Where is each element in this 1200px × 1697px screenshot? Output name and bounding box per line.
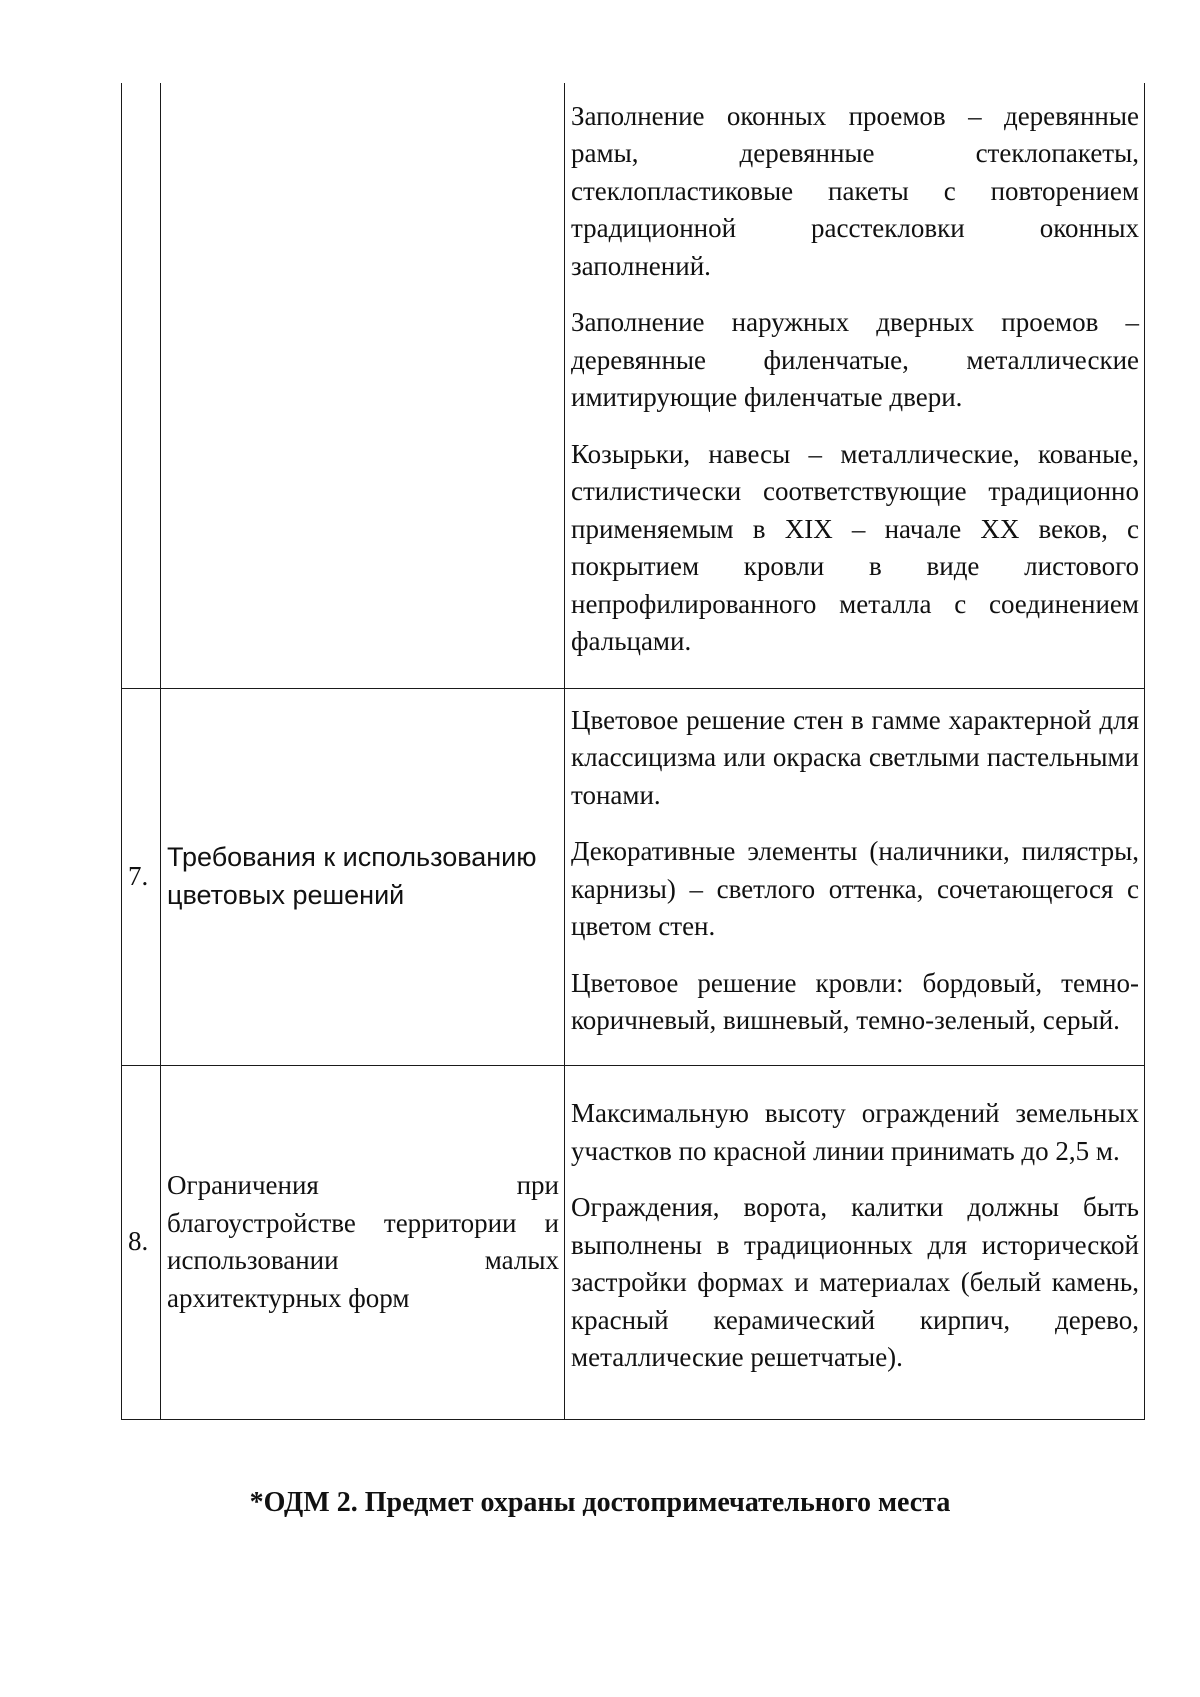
description-paragraph: Максимальную высоту ограждений земельных участков по красной линии принимать до 2,5 м. bbox=[571, 1098, 1139, 1166]
table-row bbox=[122, 688, 1145, 1065]
row-name-cell bbox=[161, 83, 565, 688]
description-paragraph: Цветовое решение кровли: бордовый, темно-коричневый, вишневый, темно-зеленый, серый. bbox=[571, 967, 1139, 1035]
row-name-cell: Требования к использованию цветовых решений bbox=[161, 688, 565, 1065]
description-paragraph: Козырьки, навесы – металлические, кованые, стилистически соответствующие традиционно применяемым в XIX – начале XX веков, с покрытием кровли в виде листового непрофилированного металла с соединением фальцами. bbox=[571, 438, 1139, 657]
row-number-cell bbox=[122, 83, 161, 688]
description-paragraph: Заполнение оконных проемов – деревянные рамы, деревянные стеклопакеты, стеклопластиковые пакеты с повторением традиционной расстекловки оконных заполнений. bbox=[571, 100, 1139, 281]
row-description-cell bbox=[565, 688, 1145, 1065]
requirements-table bbox=[121, 83, 1145, 1420]
row-description-cell bbox=[565, 1065, 1145, 1419]
row-name-line: Ограничения при bbox=[167, 1170, 559, 1200]
section-title: *ОДМ 2. Предмет охраны достопримечательного места bbox=[249, 1487, 951, 1518]
row-name-line: благоустройстве территории и bbox=[167, 1207, 559, 1238]
description-paragraph: Цветовое решение стен в гамме характерной для классицизма или окраска светлыми пастельными тонами. bbox=[571, 704, 1139, 810]
row-name-cell bbox=[161, 1065, 565, 1419]
row-number-cell: 8. bbox=[122, 1065, 161, 1419]
table-row bbox=[122, 1065, 1145, 1419]
row-name-line: архитектурных форм bbox=[167, 1282, 410, 1313]
description-paragraph: Ограждения, ворота, калитки должны быть выполнены в традиционных для исторической застройки формах и материалах (белый камень, красный керамический кирпич, дерево, металлические решетчатые). bbox=[571, 1192, 1139, 1373]
row-number-cell: 7. bbox=[122, 688, 161, 1065]
description-paragraph: Заполнение наружных дверных проемов – деревянные филенчатые, металлические имитирующие филенчатые двери. bbox=[571, 307, 1139, 413]
row-description-cell bbox=[565, 83, 1145, 688]
row-name-line: использовании малых bbox=[167, 1245, 559, 1275]
table-row bbox=[122, 83, 1145, 688]
description-paragraph: Декоративные элементы (наличники, пилястры, карнизы) – светлого оттенка, сочетающегося с цветом стен. bbox=[571, 836, 1139, 941]
